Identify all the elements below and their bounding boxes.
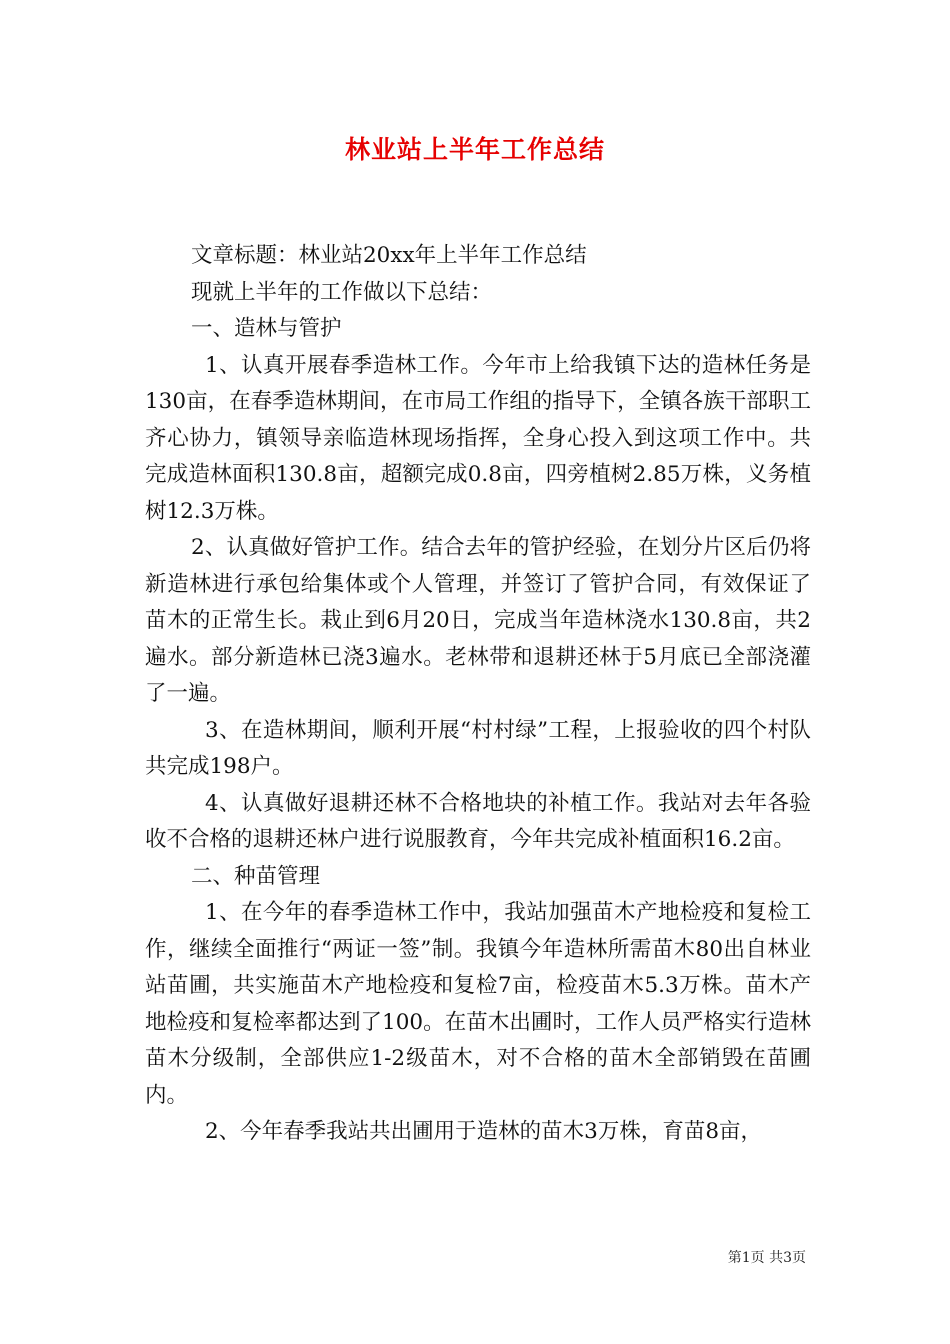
paragraph-nursery-output: 2、今年春季我站共出圃用于造林的苗木3万株，育苗8亩， — [205, 1119, 763, 1144]
document-title: 林业站上半年工作总结 — [344, 135, 605, 164]
paragraph-spring-afforestation: 1、认真开展春季造林工作。今年市上给我镇下达的造林任务是130亩，在春季造林期间，在市局工作组的指导下，全镇各族干部职工齐心协力，镇领导亲临造林现场指挥，全身心投入到这项工作中。共完成造林面积130.8亩，超额完成0.8亩，四旁植树2.85万株，义务植树12.3万株。 — [145, 352, 811, 524]
paragraph-management: 2、认真做好管护工作。结合去年的管护经验，在划分片区后仍将新造林进行承包给集体或个人管理，并签订了管护合同，有效保证了苗木的正常生长。栽止到6月20日，完成当年造林浇水130.8亩，共2遍水。部分新造林已浇3遍水。老林带和退耕还林于5月底已全部浇灌了一遍。 — [145, 535, 811, 706]
paragraph-replanting: 4、认真做好退耕还林不合格地块的补植工作。我站对去年各验收不合格的退耕还林户进行说服教育，今年共完成补植面积16.2亩。 — [145, 790, 811, 852]
section-heading-afforestation: 一、造林与管护 — [191, 316, 342, 341]
intro-paragraph: 现就上半年的工作做以下总结： — [191, 279, 493, 305]
paragraph-quarantine: 1、在今年的春季造林工作中，我站加强苗木产地检疫和复检工作，继续全面推行“两证一签”制。我镇今年造林所需苗木80出自林业站苗圃，共实施苗木产地检疫和复检7亩，检疫苗木5.3万株。苗木产地检疫和复检率都达到了100。在苗木出圃时，工作人员严格实行造林苗木分级制，全部供应1-2级苗木，对不合格的苗木全部销毁在苗圃内。 — [145, 900, 811, 1108]
page-number-footer: 第1页 共3页 — [727, 1250, 806, 1266]
document-body — [145, 238, 811, 1151]
section-heading-seedlings: 二、种苗管理 — [191, 863, 321, 889]
article-heading-line: 文章标题：林业站20xx年上半年工作总结 — [191, 243, 587, 268]
paragraph-village-green: 3、在造林期间，顺利开展“村村绿”工程，上报验收的四个村队共完成198户。 — [145, 717, 811, 779]
